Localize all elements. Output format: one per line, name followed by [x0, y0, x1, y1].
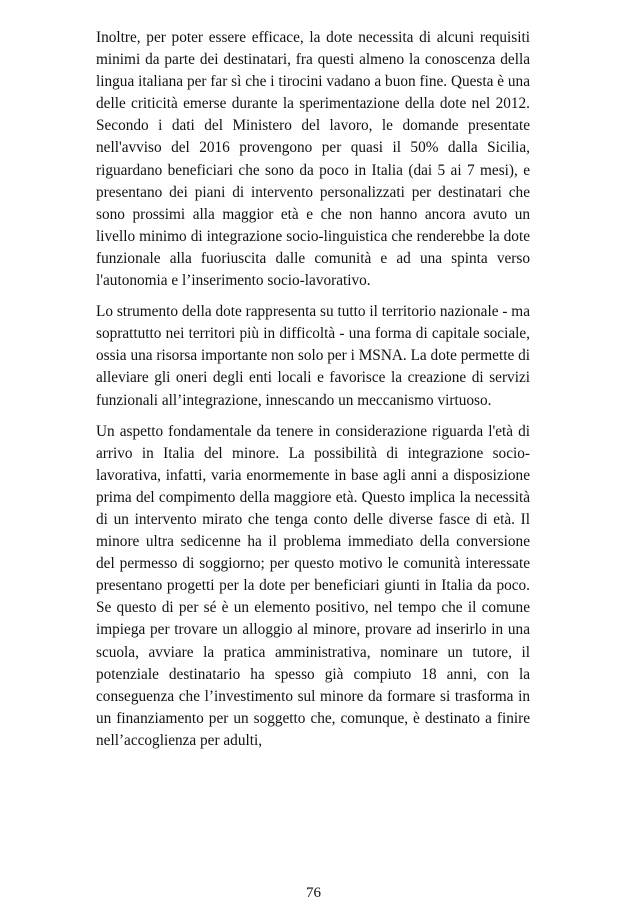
paragraph: Lo strumento della dote rappresenta su tutto il territorio nazionale - ma soprattutto nei territori più in difficoltà - una forma di capitale sociale, ossia una risorsa importante non solo per i MSNA. La dote permette di alleviare gli oneri degli enti locali e favorisce la creazione di servizi funzionali all’integrazione, innescando un meccanismo virtuoso. — [96, 303, 530, 409]
document-body — [96, 27, 530, 761]
paragraph: Un aspetto fondamentale da tenere in considerazione riguarda l'età di arrivo in Italia del minore. La possibilità di integrazione socio-lavorativa, infatti, varia enormemente in base agli anni a disposizione prima del compimento della maggiore età. Questo implica la necessità di un intervento mirato che tenga conto delle diverse fasce di età. Il minore ultra sedicenne ha il problema immediato della conversione del permesso di soggiorno; per questo motivo le comunità interessate presentano progetti per la dote per beneficiari giunti in Italia da poco. Se questo di per sé è un elemento positivo, nel tempo che il comune impiega per trovare un alloggio al minore, provare ad inserirlo in una scuola, avviare la pratica amministrativa, nominare un tutore, il potenziale destinatario ha spesso già compiuto 18 anni, con la conseguenza che l’investimento sul minore da formare si trasforma in un finanziamento per un soggetto che, comunque, è destinato a finire nell’accoglienza per adulti, — [96, 422, 530, 749]
page-number: 76 — [306, 885, 321, 901]
paragraph: Inoltre, per poter essere efficace, la dote necessita di alcuni requisiti minimi da parte dei destinatari, fra questi almeno la conoscenza della lingua italiana per far sì che i tirocini vadano a buon fine. Questa è una delle criticità emerse durante la sperimentazione della dote nel 2012. Secondo i dati del Ministero del lavoro, le domande presentate nell'avviso del 2016 provengono per quasi il 50% dalla Sicilia, riguardano beneficiari che sono da poco in Italia (dai 5 ai 7 mesi), e presentano dei piani di intervento personalizzati per destinatari che sono prossimi alla maggior età e che non hanno ancora avuto un livello minimo di integrazione socio-linguistica che renderebbe la dote funzionale alla fuoriuscita dalle comunità e ad una spinta verso l'autonomia e l’inserimento socio-lavorativo. — [96, 29, 530, 290]
